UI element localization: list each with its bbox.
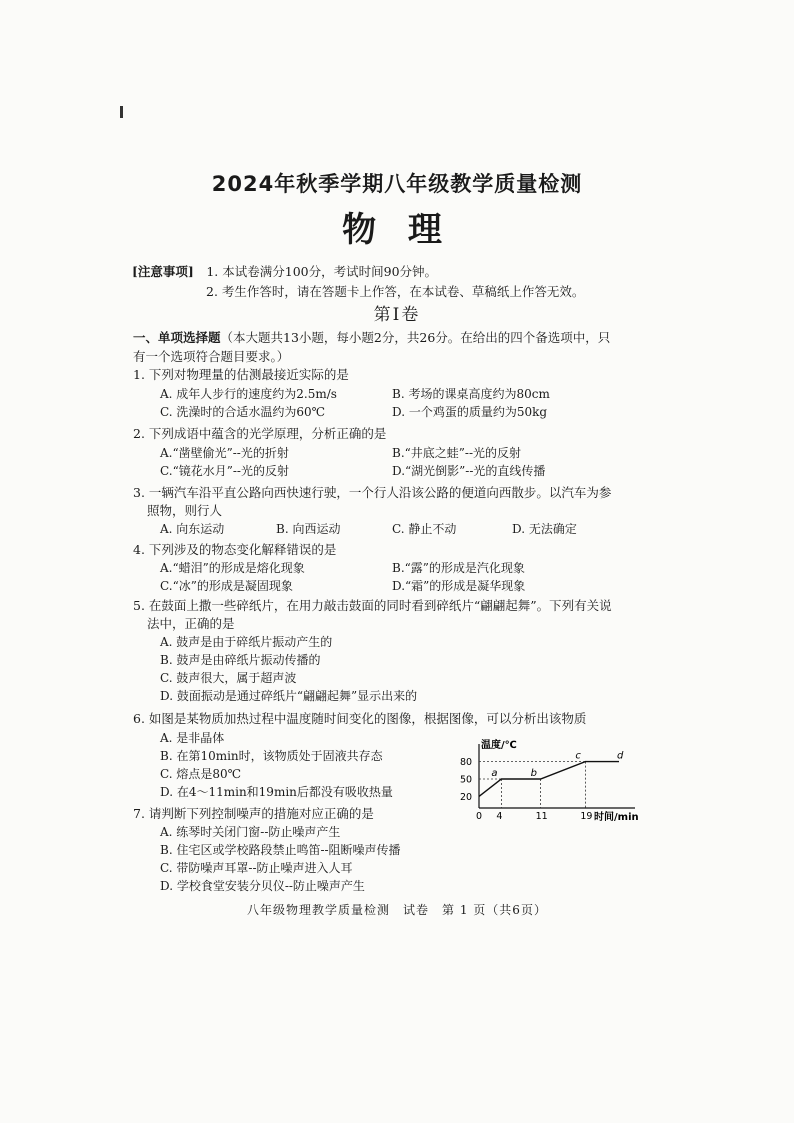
y-axis-label: 温度/℃: [481, 740, 517, 751]
question-stem: 2. 下列成语中蕴含的光学原理，分析正确的是: [133, 426, 387, 441]
section-title: 一、单项选择题: [133, 330, 221, 345]
option: A. 向东运动: [160, 522, 225, 536]
section-desc-1: （本大题共13小题，每小题2分，共26分。在给出的四个备选项中，只: [220, 330, 611, 345]
volume-title: 第Ⅰ卷: [373, 305, 421, 325]
option: D. 学校食堂安装分贝仪--防止噪声产生: [160, 879, 365, 893]
option: B. 鼓声是由碎纸片振动传播的: [160, 653, 321, 667]
question-options: [160, 633, 417, 705]
x-tick-label: 19: [580, 811, 593, 822]
question-stem: 1. 下列对物理量的估测最接近实际的是: [133, 367, 349, 382]
option: D. 无法确定: [512, 522, 577, 536]
option: D.“湖光倒影”--光的直线传播: [392, 464, 546, 478]
question-options: [160, 385, 680, 421]
option: C. 带防噪声耳罩--防止噪声进入人耳: [160, 861, 353, 875]
curve-point-label: a: [491, 768, 498, 779]
y-tick-label: 80: [460, 757, 473, 769]
curve-point-label: b: [530, 768, 537, 779]
option: D.“霜”的形成是凝华现象: [392, 579, 526, 593]
option: A.“凿壁偷光”--光的折射: [160, 446, 289, 460]
option: D. 鼓面振动是通过碎纸片“翩翩起舞”显示出来的: [160, 689, 418, 703]
question-options: [160, 559, 680, 595]
stem-line-1: 3. 一辆汽车沿平直公路向西快速行驶，一个行人沿该公路的便道向西散步。以汽车为参: [133, 485, 612, 500]
option: B. 考场的课桌高度约为80cm: [392, 387, 550, 401]
question-stem: [133, 484, 663, 520]
option: B.“井底之蛙”--光的反射: [392, 446, 522, 460]
notice-item-1: 1. 本试卷满分100分，考试时间90分钟。: [206, 264, 438, 279]
option: B. 在第10min时，该物质处于固液共存态: [160, 749, 383, 763]
option: D. 在4～11min和19min后都没有吸收热量: [160, 785, 393, 799]
stem-line-2: 法中，正确的是: [147, 616, 235, 631]
option: C. 鼓声很大，属于超声波: [160, 671, 297, 685]
x-tick-label: 0: [476, 811, 483, 822]
y-tick-label: 50: [460, 774, 473, 786]
section-header: [133, 328, 663, 366]
stem-line-2: 照物，则行人: [147, 503, 223, 518]
x-tick-label: 11: [535, 811, 548, 822]
section-desc-2: 有一个选项符合题目要求。）: [133, 349, 290, 364]
x-axis-label: 时间/min: [594, 812, 639, 822]
option: B. 住宅区或学校路段禁止鸣笛--阻断噪声传播: [160, 843, 401, 857]
option: A. 是非晶体: [160, 731, 225, 745]
notice-block: [132, 262, 584, 302]
option: A. 成年人步行的速度约为2.5m/s: [160, 387, 337, 401]
option: A. 练琴时关闭门窗--防止噪声产生: [160, 825, 341, 839]
option: A.“蜡泪”的形成是熔化现象: [160, 561, 305, 575]
exam-title: 2024年秋季学期八年级教学质量检测: [211, 172, 583, 196]
scan-mark: [120, 106, 123, 118]
question-options: [160, 520, 680, 538]
y-tick-label: 20: [460, 791, 473, 803]
curve-point-label: d: [617, 750, 624, 762]
option: C. 洗澡时的合适水温约为60℃: [160, 405, 326, 419]
option: C.“冰”的形成是凝固现象: [160, 579, 293, 593]
notice-item-2: 2. 考生作答时，请在答题卡上作答，在本试卷、草稿纸上作答无效。: [206, 284, 585, 299]
question-stem: 6. 如图是某物质加热过程中温度随时间变化的图像，根据图像，可以分析出该物质: [133, 711, 587, 726]
question-options: [160, 823, 401, 895]
option: B.“露”的形成是汽化现象: [392, 561, 525, 575]
option: D. 一个鸡蛋的质量约为50kg: [392, 405, 548, 419]
stem-line-1: 5. 在鼓面上撒一些碎纸片，在用力敲击鼓面的同时看到碎纸片“翩翩起舞”。下列有关说: [133, 598, 612, 613]
question-stem: [133, 597, 663, 633]
option: C.“镜花水月”--光的反射: [160, 464, 289, 478]
option: C. 熔点是80℃: [160, 767, 242, 781]
curve-point-label: c: [575, 750, 581, 762]
notice-label: [注意事项]: [132, 264, 194, 279]
option: B. 向西运动: [276, 522, 341, 536]
page-footer: 八年级物理教学质量检测 试卷 第 1 页（共6页）: [247, 903, 547, 917]
question-options: [160, 729, 393, 801]
subject-title: 物 理: [342, 210, 452, 250]
question-stem: 7. 请判断下列控制噪声的措施对应正确的是: [133, 806, 374, 821]
option: A. 鼓声是由于碎纸片振动产生的: [160, 635, 333, 649]
option: C. 静止不动: [392, 522, 457, 536]
question-stem: 4. 下列涉及的物态变化解释错误的是: [133, 542, 337, 557]
x-tick-label: 4: [496, 811, 503, 822]
question-options: [160, 444, 680, 480]
